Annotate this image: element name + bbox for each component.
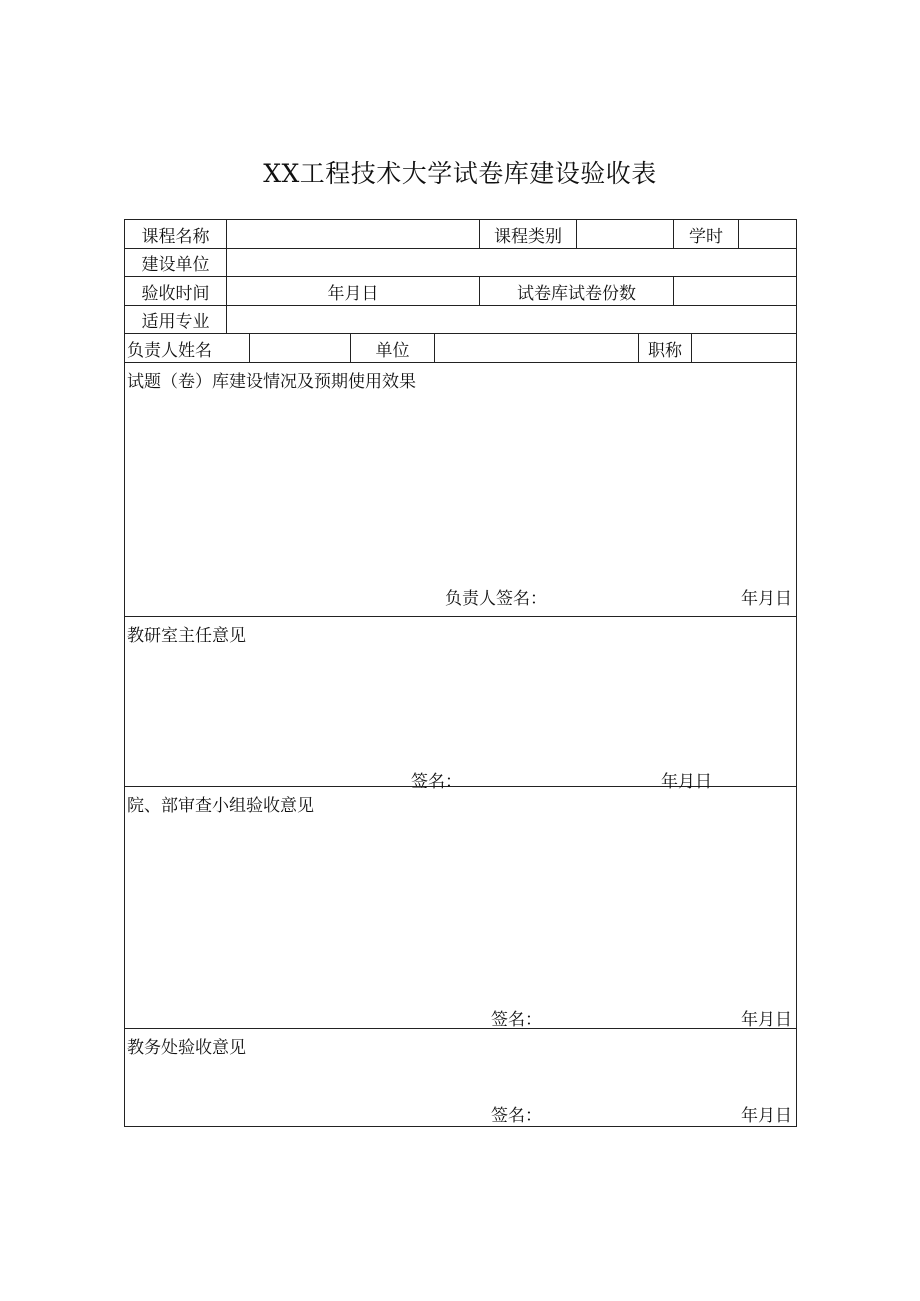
- teaching-office-signature-label: 签名：: [411, 772, 462, 792]
- major-label: 适用专业: [125, 306, 227, 333]
- construction-section-label: 试题（卷）库建设情况及预期使用效果: [127, 372, 416, 392]
- construction-date-label: 年月日: [741, 589, 792, 609]
- acceptance-form-table: [124, 219, 797, 1127]
- paper-count-field[interactable]: [674, 277, 796, 305]
- row-construction-unit: [125, 249, 796, 277]
- section-department-review[interactable]: [125, 787, 796, 1029]
- academic-affairs-date-label: 年月日: [741, 1106, 792, 1126]
- owner-unit-label: 单位: [351, 334, 435, 362]
- major-field[interactable]: [227, 306, 796, 333]
- acceptance-time-label: 验收时间: [125, 277, 227, 305]
- unit-field[interactable]: [227, 249, 796, 276]
- teaching-office-section-label: 教研室主任意见: [127, 626, 246, 646]
- acceptance-time-field[interactable]: 年月日: [227, 277, 480, 305]
- section-teaching-office[interactable]: [125, 617, 796, 792]
- department-review-date-label: 年月日: [741, 1010, 792, 1030]
- course-name-label: 课程名称: [125, 220, 227, 248]
- construction-signature-label: 负责人签名：: [445, 589, 547, 609]
- section-academic-affairs[interactable]: [125, 1029, 796, 1126]
- page-title: XX工程技术大学试卷库建设验收表: [263, 159, 657, 188]
- owner-name-field[interactable]: [250, 334, 351, 362]
- paper-count-label: 试卷库试卷份数: [480, 277, 674, 305]
- department-review-section-label: 院、部审查小组验收意见: [127, 796, 314, 816]
- teaching-office-date-label: 年月日: [661, 772, 712, 792]
- hours-label: 学时: [674, 220, 739, 248]
- row-course-name: [125, 220, 796, 249]
- section-construction[interactable]: [125, 363, 796, 617]
- row-owner: [125, 334, 796, 363]
- owner-title-field[interactable]: [692, 334, 796, 362]
- owner-name-label: 负责人姓名: [125, 334, 250, 362]
- academic-affairs-signature-label: 签名：: [491, 1106, 542, 1126]
- row-acceptance-time: [125, 277, 796, 306]
- course-type-label: 课程类别: [480, 220, 577, 248]
- department-review-signature-label: 签名：: [491, 1010, 542, 1030]
- unit-label: 建设单位: [125, 249, 227, 276]
- owner-unit-field[interactable]: [435, 334, 639, 362]
- course-name-field[interactable]: [227, 220, 480, 248]
- course-type-field[interactable]: [577, 220, 674, 248]
- academic-affairs-section-label: 教务处验收意见: [127, 1038, 246, 1058]
- row-applicable-major: [125, 306, 796, 334]
- owner-title-label: 职称: [639, 334, 692, 362]
- hours-field[interactable]: [739, 220, 796, 248]
